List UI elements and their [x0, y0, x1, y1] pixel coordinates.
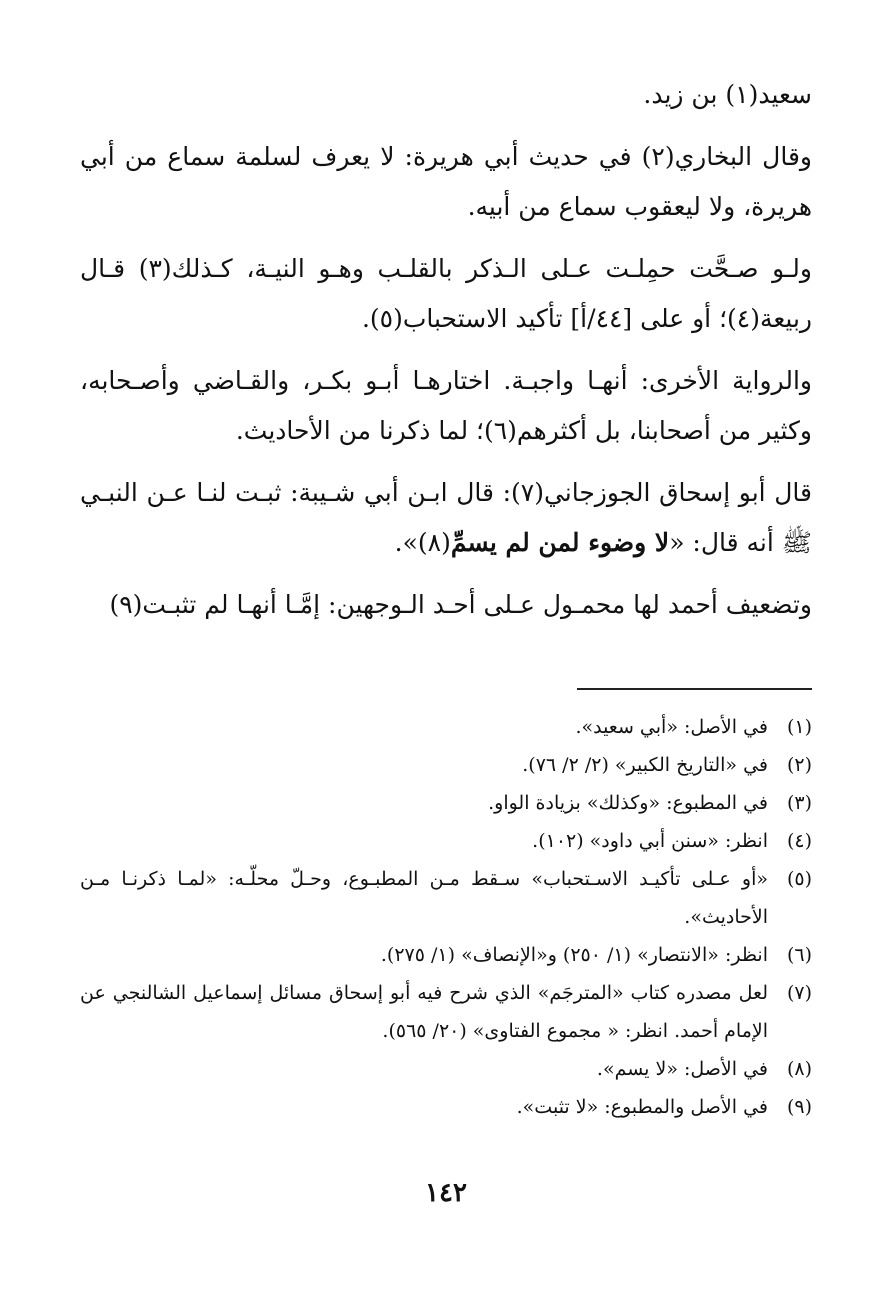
footnote-text: لعل مصدره كتاب «المترجَم» الذي شرح فيه أبو إسحاق مسائل إسماعيل الشالنجي عن الإمام أحمد. انظر: « مجموع الفتاوى» (٢٠/ ٥٦٥).: [80, 982, 768, 1042]
footnote-text: في الأصل والمطبوع: «لا تثبت».: [516, 1096, 768, 1118]
footnote: [80, 860, 812, 936]
footnote-number: (٤): [786, 830, 812, 852]
paragraph-1: سعيد(١) بن زيد.: [643, 80, 812, 109]
footnote: [80, 974, 812, 1050]
footnotes: [80, 708, 812, 1126]
footnote-number: (٨): [786, 1058, 812, 1080]
footnote: [80, 822, 812, 860]
footnote-number: (٦): [786, 944, 812, 966]
footnote-text: في الأصل: «لا يسم».: [596, 1058, 768, 1080]
paragraph-6: وتضعيف أحمد لها محمـول عـلى أحـد الـوجهين: إمَّـا أنهـا لم تثبـت(٩): [109, 590, 812, 619]
footnote-text: انظر: «الانتصار» (١/ ٢٥٠) و«الإنصاف» (١/ ٢٧٥).: [380, 944, 768, 966]
footnote: [80, 1088, 812, 1126]
footnote-text: في الأصل: «أبي سعيد».: [575, 716, 768, 738]
footnote-number: (٩): [786, 1096, 812, 1118]
paragraph-3: ولـو صـحَّت حمِلـت عـلى الـذكر بالقلـب وهـو النيـة، كـذلك(٣) قـال ربيعة(٤)؛ أو على [٤٤/أ] تأكيد الاستحباب(٥).: [80, 254, 812, 333]
footnote-text: في المطبوع: «وكذلك» بزيادة الواو.: [488, 792, 768, 814]
footnote-number: (١): [786, 716, 812, 738]
page-number: ١٤٢: [425, 1178, 467, 1208]
footnote: [80, 784, 812, 822]
footnote-number: (٥): [786, 868, 812, 890]
paragraph-5-start: قال أبو إسحاق الجوزجاني(٧): قال ابـن أبي شـيبة: ثبـت لنـا عـن النبـي ﷺ أنه قال: «: [80, 478, 812, 557]
hadith-quote: لا وضوء لمن لم يسمِّ: [450, 528, 670, 557]
footnote-number: (٣): [786, 792, 812, 814]
footnote-separator: [577, 688, 812, 690]
paragraph-2: وقال البخاري(٢) في حديث أبي هريرة: لا يعرف لسلمة سماع من أبي هريرة، ولا ليعقوب سماع من أبيه.: [80, 142, 812, 221]
footnote-number: (٧): [786, 982, 812, 1004]
footnote-number: (٢): [786, 754, 812, 776]
footnote: [80, 936, 812, 974]
footnote: [80, 1050, 812, 1088]
footnote: [80, 708, 812, 746]
paragraph-5: [80, 468, 812, 568]
footnote: [80, 746, 812, 784]
paragraph-5-end: (٨)».: [394, 528, 451, 557]
footnote-text: «أو عـلى تأكيـد الاسـتحباب» سـقط مـن المطبـوع، وحـلّ محلّـه: «لمـا ذكرنـا مـن الأحاديث».: [80, 868, 768, 928]
footnote-text: انظر: «سنن أبي داود» (١٠٢).: [532, 830, 768, 852]
main-text: [80, 70, 812, 642]
footnote-text: في «التاريخ الكبير» (٢/ ٢/ ٧٦).: [522, 754, 768, 776]
paragraph-4: والرواية الأخرى: أنهـا واجبـة. اختارهـا أبـو بكـر، والقـاضي وأصـحابه، وكثير من أصحابنا، بل أكثرهم(٦)؛ لما ذكرنا من الأحاديث.: [80, 366, 812, 445]
